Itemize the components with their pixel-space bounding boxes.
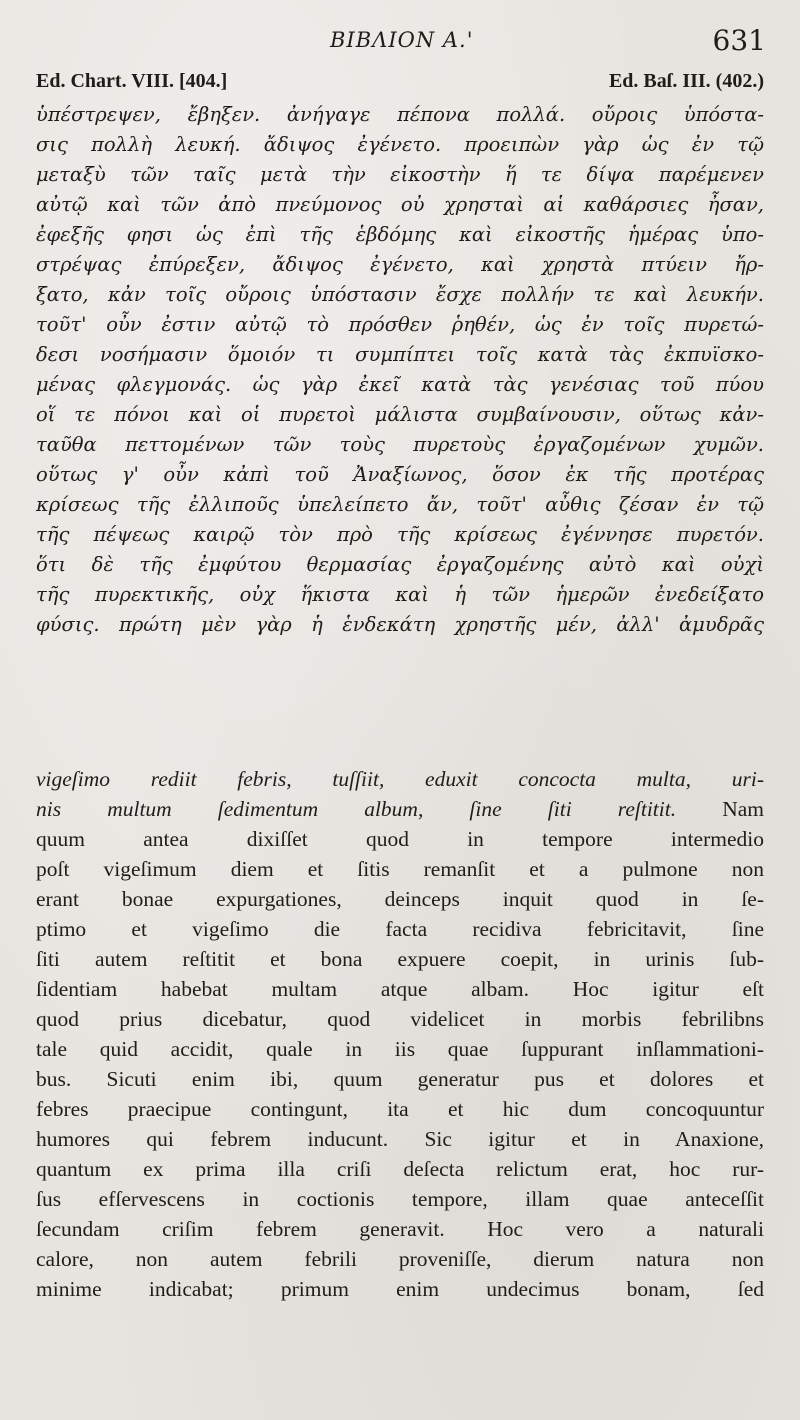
greek-line: ὑπέστρεψεν, ἔβηξεν. ἀνήγαγε πέπονα πολλά. οὔροις ὑπόστα-: [36, 103, 764, 126]
latin-line: ſidentiam habebat multam atque albam. Hoc igitur eſt: [36, 977, 764, 1001]
latin-line: quum antea dixiſſet quod in tempore intermedio: [36, 827, 764, 851]
edition-chartier: Ed. Chart. VIII. [404.]: [36, 70, 228, 92]
greek-line: μένας φλεγμονάς. ὡς γὰρ ἐκεῖ κατὰ τὰς γενέσιας τοῦ πύου: [36, 373, 764, 396]
greek-line: ξατο, κἀν τοῖς οὔροις ὑπόστασιν ἔσχε πολλήν τε καὶ λευκήν.: [36, 283, 764, 306]
greek-line: τῆς πυρεκτικῆς, οὐχ ἥκιστα καὶ ἡ τῶν ἡμερῶν ἐνεδείξατο: [36, 583, 764, 606]
running-head: [0, 24, 800, 60]
greek-line: τοῦτ' οὖν ἐστιν αὐτῷ τὸ πρόσθεν ῥηθέν, ὡς ἐν τοῖς πυρετώ-: [36, 313, 764, 336]
latin-line: tale quid accidit, quale in iis quae ſuppurant inſlammationi-: [36, 1037, 764, 1061]
latin-line: [36, 794, 764, 824]
page-number: 631: [712, 24, 766, 57]
latin-line: vigeſimo rediit febris, tuſſiit, eduxit concocta multa, uri-: [36, 767, 764, 791]
latin-line-roman-part: Nam: [676, 797, 765, 821]
latin-line: erant bonae expurgationes, deinceps inquit quod in ſe-: [36, 887, 764, 911]
greek-line: δεσι νοσήμασιν ὅμοιόν τι συμπίπτει τοῖς κατὰ τὰς ἐκπυϊσκο-: [36, 343, 764, 366]
latin-text-block: [36, 764, 764, 1304]
greek-line: στρέψας ἐπύρεξεν, ἄδιψος ἐγένετο, καὶ χρηστὰ πτύειν ἤρ-: [36, 253, 764, 276]
latin-line: ſus efſervescens in coctionis tempore, illam quae anteceſſit: [36, 1187, 764, 1211]
greek-line: ὅτι δὲ τῆς ἐμφύτου θερμασίας ἐργαζομένης αὐτὸ καὶ οὐχὶ: [36, 553, 764, 576]
latin-line: febres praecipue contingunt, ita et hic dum concoquuntur: [36, 1097, 764, 1121]
latin-line: bus. Sicuti enim ibi, quum generatur pus et dolores et: [36, 1067, 764, 1091]
edition-basel: Ed. Baſ. III. (402.): [608, 70, 764, 92]
greek-line: μεταξὺ τῶν ταῖς μετὰ τὴν εἰκοστὴν ἥ τε δίψα παρέμενεν: [36, 163, 764, 186]
greek-text-block: [36, 100, 764, 640]
book-title: ΒΙΒΛΙΟΝ Α.': [330, 28, 474, 52]
latin-line: ſiti autem reſtitit et bona expuere coepit, in urinis ſub-: [36, 947, 764, 971]
latin-line: ſecundam criſim febrem generavit. Hoc vero a naturali: [36, 1217, 764, 1241]
greek-line: τῆς πέψεως καιρῷ τὸν πρὸ τῆς κρίσεως ἐγέννησε πυρετόν.: [36, 523, 764, 546]
latin-line: ptimo et vigeſimo die facta recidiva febricitavit, ſine: [36, 917, 764, 941]
greek-line: αὐτῷ καὶ τῶν ἀπὸ πνεύμονος οὐ χρησταὶ αἱ καθάρσιες ἦσαν,: [36, 193, 764, 216]
latin-line: minime indicabat; primum enim undecimus bonam, ſed: [36, 1277, 764, 1301]
latin-line: quod prius dicebatur, quod videlicet in morbis febrilibns: [36, 1007, 764, 1031]
greek-line: φύσις. πρώτη μὲν γὰρ ἡ ἑνδεκάτη χρηστῆς μέν, ἀλλ' ἀμυδρᾶς: [36, 613, 764, 636]
latin-line: poſt vigeſimum diem et ſitis remanſit et a pulmone non: [36, 857, 764, 881]
greek-line: σις πολλὴ λευκή. ἄδιψος ἐγένετο. προειπὼν γὰρ ὡς ἐν τῷ: [36, 133, 764, 156]
greek-line: οὕτως γ' οὖν κἀπὶ τοῦ Ἀναξίωνος, ὅσον ἐκ τῆς προτέρας: [36, 463, 764, 486]
edition-references: [36, 70, 764, 100]
latin-line-italic-part: nis multum ſedimentum album, ſine ſiti reſtitit.: [36, 797, 677, 821]
greek-line: οἵ τε πόνοι καὶ οἱ πυρετοὶ μάλιστα συμβαίνουσιν, οὕτως κἀν-: [36, 403, 764, 426]
greek-line: κρίσεως τῆς ἐλλιποῦς ὑπελείπετο ἄν, τοῦτ' αὖθις ζέσαν ἐν τῷ: [36, 493, 764, 516]
latin-line: calore, non autem febrili proveniſſe, dierum natura non: [36, 1247, 764, 1271]
latin-line: quantum ex prima illa criſi deſecta relictum erat, hoc rur-: [36, 1157, 764, 1181]
greek-line: ἐφεξῆς φησι ὡς ἐπὶ τῆς ἑβδόμης καὶ εἰκοστῆς ἡμέρας ὑπο-: [36, 223, 764, 246]
greek-line: ταῦθα πεττομένων τῶν τοὺς πυρετοὺς ἐργαζομένων χυμῶν.: [36, 433, 764, 456]
latin-line: humores qui febrem inducunt. Sic igitur et in Anaxione,: [36, 1127, 764, 1151]
